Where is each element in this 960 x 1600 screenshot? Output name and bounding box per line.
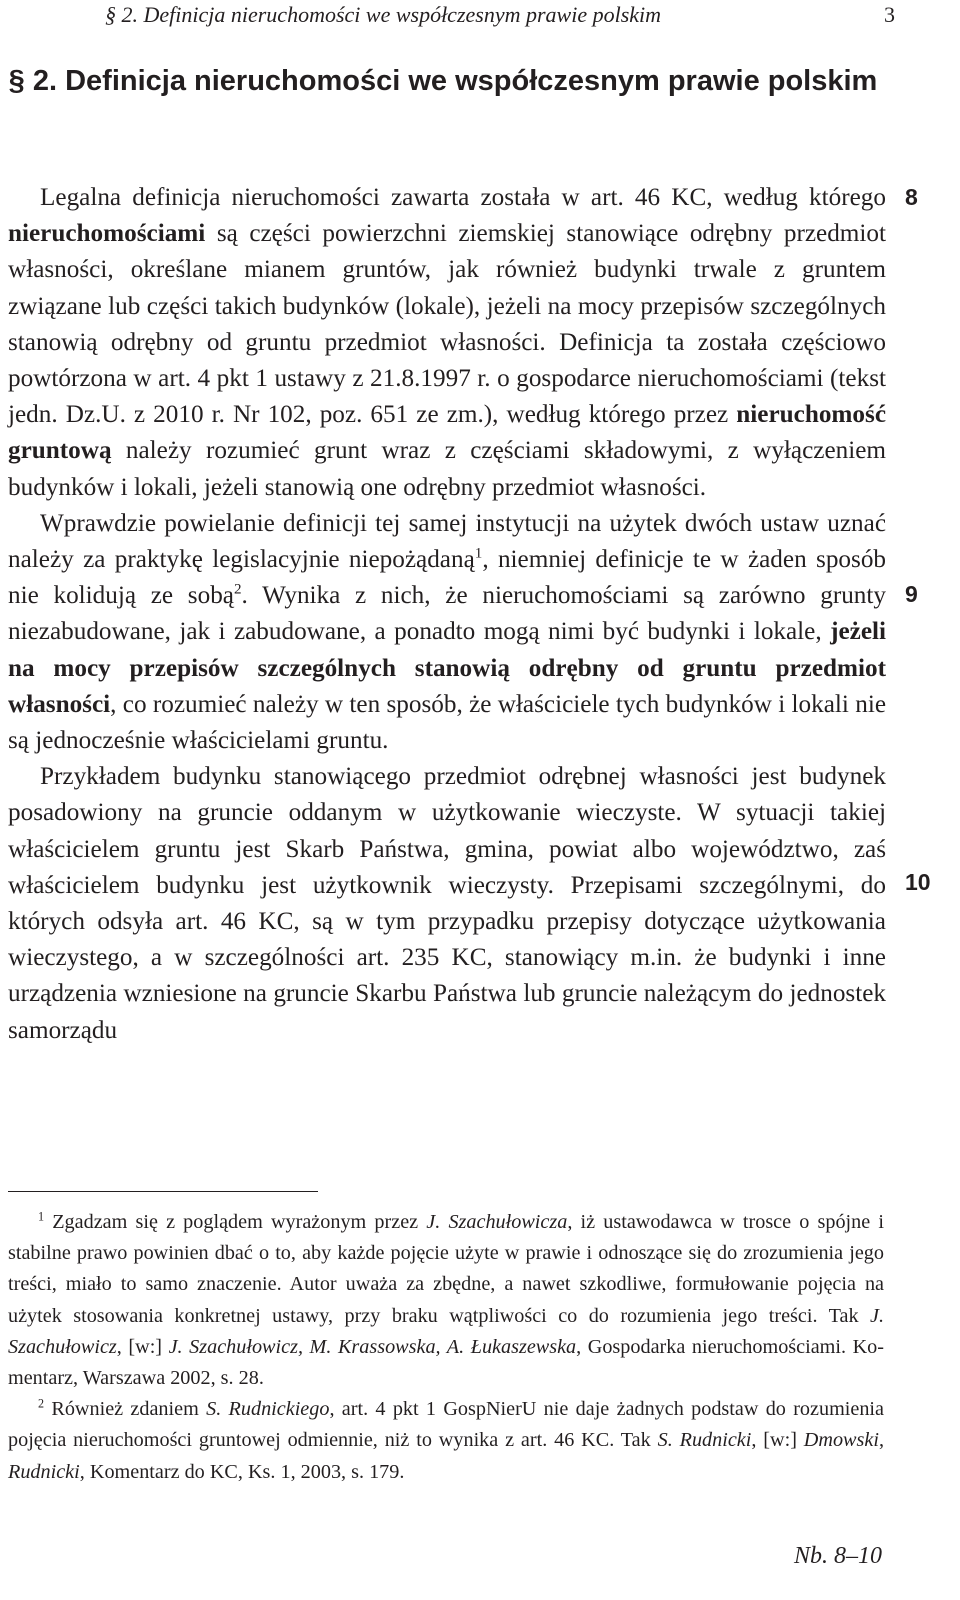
footnote-number: 2 bbox=[38, 1396, 45, 1411]
paragraph-text: Przykładem budynku stanowiącego przedmiot odrębnej własności jest budynek posadowiony na gruncie oddanym w użytkowanie wieczyste. W sytuacji takiej właścicielem gruntu jest Skarb Państwa, gmina, powiat albo województwo, zaś właścicielem budynku jest użytkownik wieczysty. Przepisami szczególnymi, do których odsyła art. 46 KC, są w tym przypadku przepisy dotyczące użytkowania wieczystego, a w szczególności art. 235 KC, stanowiący m.in. że budynki i inne urządzenia wzniesione na gruncie Skarbu Państwa lub gruncie należącym do jednostek samorządu bbox=[8, 763, 886, 1044]
footnote-ref-1[interactable]: 1 bbox=[474, 545, 483, 562]
paragraph-text: , niemniej definicje te w żaden sposób nie kolidują ze sobą bbox=[8, 546, 887, 610]
author-name: S. Rudnicki bbox=[657, 1429, 752, 1452]
footnote-ref-2[interactable]: 2 bbox=[233, 581, 242, 598]
paragraph-8 bbox=[8, 180, 886, 506]
footnote-2 bbox=[8, 1394, 884, 1488]
paragraph-text: Legalna definicja nieruchomości zawarta została w art. 46 KC, według którego bbox=[40, 184, 886, 211]
paragraph-text: . Wynika z nich, że nieruchomościami są zarówno grunty niezabudowane, jak i zabudowane, a ponadto mogą nimi być budynki i lokale, bbox=[8, 582, 886, 646]
margin-number-10: 10 bbox=[905, 869, 931, 895]
paragraph-10 bbox=[8, 759, 886, 1049]
footnote-divider bbox=[8, 1191, 318, 1192]
footnote-text: Również zdaniem bbox=[44, 1398, 207, 1421]
footnote-text: , bbox=[878, 1429, 884, 1452]
footnote-text: , [w:] bbox=[751, 1429, 804, 1452]
author-name: Rudnicki bbox=[8, 1460, 80, 1483]
paragraph-text: należy rozumieć grunt wraz z częściami składowymi, z wyłączeniem budynków i lokali, jeżeli stanowią one odrębny przedmiot własności. bbox=[8, 437, 886, 501]
emphasis-phrase: jeżeli na mocy przepisów szczególnych stanowią odrębny od gruntu przedmiot własności bbox=[8, 618, 886, 718]
margin-number-9: 9 bbox=[905, 581, 918, 607]
paragraph-9 bbox=[8, 506, 886, 759]
footnote-text: Zgadzam się z poglądem wyrażonym przez bbox=[44, 1211, 427, 1233]
body-text bbox=[8, 180, 886, 1049]
footnote-text: , art. 4 pkt 1 GospNierU nie daje żadnych podstaw do rozumienia pojęcia nieruchomości gruntowej odmiennie, niż to wynika z art. 46 KC. Tak bbox=[8, 1398, 885, 1452]
author-name: S. Rudnickiego bbox=[206, 1398, 330, 1421]
author-name: Dmowski bbox=[803, 1429, 879, 1452]
footnote-number: 1 bbox=[38, 1209, 45, 1224]
footnote-text: , [w:] bbox=[116, 1335, 169, 1358]
folio-margin-range: Nb. 8–10 bbox=[793, 1543, 882, 1569]
footnote-text: , Gospodarka nieruchomościami. Komentarz, Warszawa 2002, s. 28. bbox=[8, 1335, 884, 1390]
running-head-title: § 2. Definicja nieruchomości we współczesnym prawie polskim bbox=[105, 2, 662, 27]
author-name: J. Szachułowicz, M. Krassowska, A. Łukaszewska bbox=[168, 1335, 577, 1358]
footnote-text: , iż ustawodawca w trosce o spójne i stabilne prawo powinien dbać o to, aby każde pojęcie użyte w prawie i odnoszące się do zrozumienia jego treści, miało to samo znaczenie. Autor uważa za zbędne, a nawet szkodliwe, formułowanie pojęcia na użytek stosowania konkretnej ustawy, przy braku wątpliwości co do rozumienia jego treści. Tak bbox=[8, 1211, 884, 1327]
section-heading: § 2. Definicja nieruchomości we współczesnym prawie polskim bbox=[8, 65, 878, 97]
running-head bbox=[105, 0, 895, 30]
term-nieruchomosc-gruntowa: nieruchomość gruntową bbox=[8, 401, 886, 465]
paragraph-text: Wprawdzie powielanie definicji tej samej instytucji na użytek dwóch ustaw uznać należy za praktykę legislacyjnie niepożądaną bbox=[8, 509, 886, 574]
paragraph-text: są części powierzchni ziemskiej stanowiące odrębny przedmiot własności, określane mianem gruntów, jak również budynki trwale z gruntem związane lub części takich budynków (lokale), jeżeli na mocy przepisów szczególnych stanowią odrębny od gruntu przedmiot własności. Definicja ta została częściowo powtórzona w art. 4 pkt 1 ustawy z 21.8.1997 r. o gospodarce nieruchomościami (tekst jedn. Dz.U. z 2010 r. Nr 102, poz. 651 ze zm.), według którego przez bbox=[8, 220, 886, 429]
author-name: J. Szachułowicza bbox=[426, 1211, 568, 1233]
author-name: J. Szachułowicz bbox=[8, 1304, 884, 1358]
footnote-1 bbox=[8, 1207, 884, 1394]
footnote-text: , Komentarz do KC, Ks. 1, 2003, s. 179. bbox=[79, 1460, 405, 1483]
margin-number-8: 8 bbox=[905, 184, 918, 210]
paragraph-text: , co rozumieć należy w ten sposób, że właściciele tych budynków i lokali nie są jednocześnie właścicielami gruntu. bbox=[8, 690, 886, 755]
term-nieruchomosciami: nieruchomościami bbox=[8, 220, 206, 248]
running-head-page-number: 3 bbox=[884, 2, 895, 27]
footnotes bbox=[8, 1207, 884, 1488]
